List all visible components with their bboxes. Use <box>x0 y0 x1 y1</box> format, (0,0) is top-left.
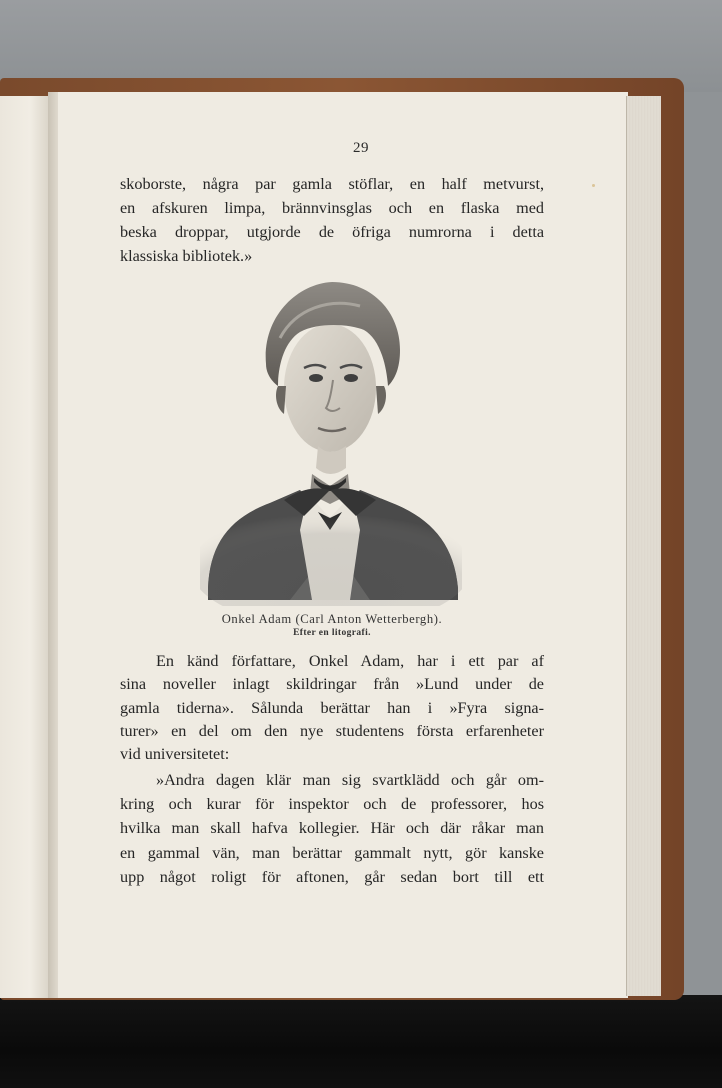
page-edges <box>626 96 661 996</box>
left-page-edge <box>0 96 51 998</box>
paragraph-3 <box>120 768 544 889</box>
illustration-subcaption: Efter en litografi. <box>293 628 371 638</box>
text-line: skoborste, några par gamla stöflar, en half metvurst, <box>120 175 544 193</box>
text-line: vid universitetet: <box>120 745 230 764</box>
illustration-caption: Onkel Adam (Carl Anton Wetterbergh). <box>221 612 443 626</box>
text-line: gamla tiderna». Sålunda berättar han i »Fyra signa- <box>120 698 544 717</box>
text-line: klassiska bibliotek.» <box>120 247 253 265</box>
text-line: En känd författare, Onkel Adam, har i ett par af <box>156 652 544 670</box>
text-line: upp något roligt för aftonen, går sedan bort till ett <box>120 867 544 886</box>
text-line: turer» en del om den nye studentens första erfarenheter <box>120 721 544 740</box>
paper-speck <box>592 184 595 187</box>
text-line: »Andra dagen klär man sig svartklädd och går om- <box>156 771 544 789</box>
text-line: beska droppar, utgjorde de öfriga numrorna i detta <box>120 223 544 241</box>
paragraph-1 <box>120 172 544 268</box>
page-number: 29 <box>353 140 369 156</box>
text-line: sina noveller inlagt skildringar från »Lund under de <box>120 675 544 694</box>
text-line: kring och kurar för inspektor och de professorer, hos <box>120 795 544 814</box>
text-line: en gammal vän, man berättar gammalt nytt, gör kanske <box>120 843 544 862</box>
text-line: hvilka man skall hafva kollegier. Här och där råkar man <box>120 819 544 838</box>
portrait-illustration <box>200 268 462 606</box>
background-bottom <box>0 995 722 1088</box>
text-line: en afskuren limpa, brännvinsglas och en flaska med <box>120 199 544 217</box>
paragraph-2 <box>120 650 544 766</box>
